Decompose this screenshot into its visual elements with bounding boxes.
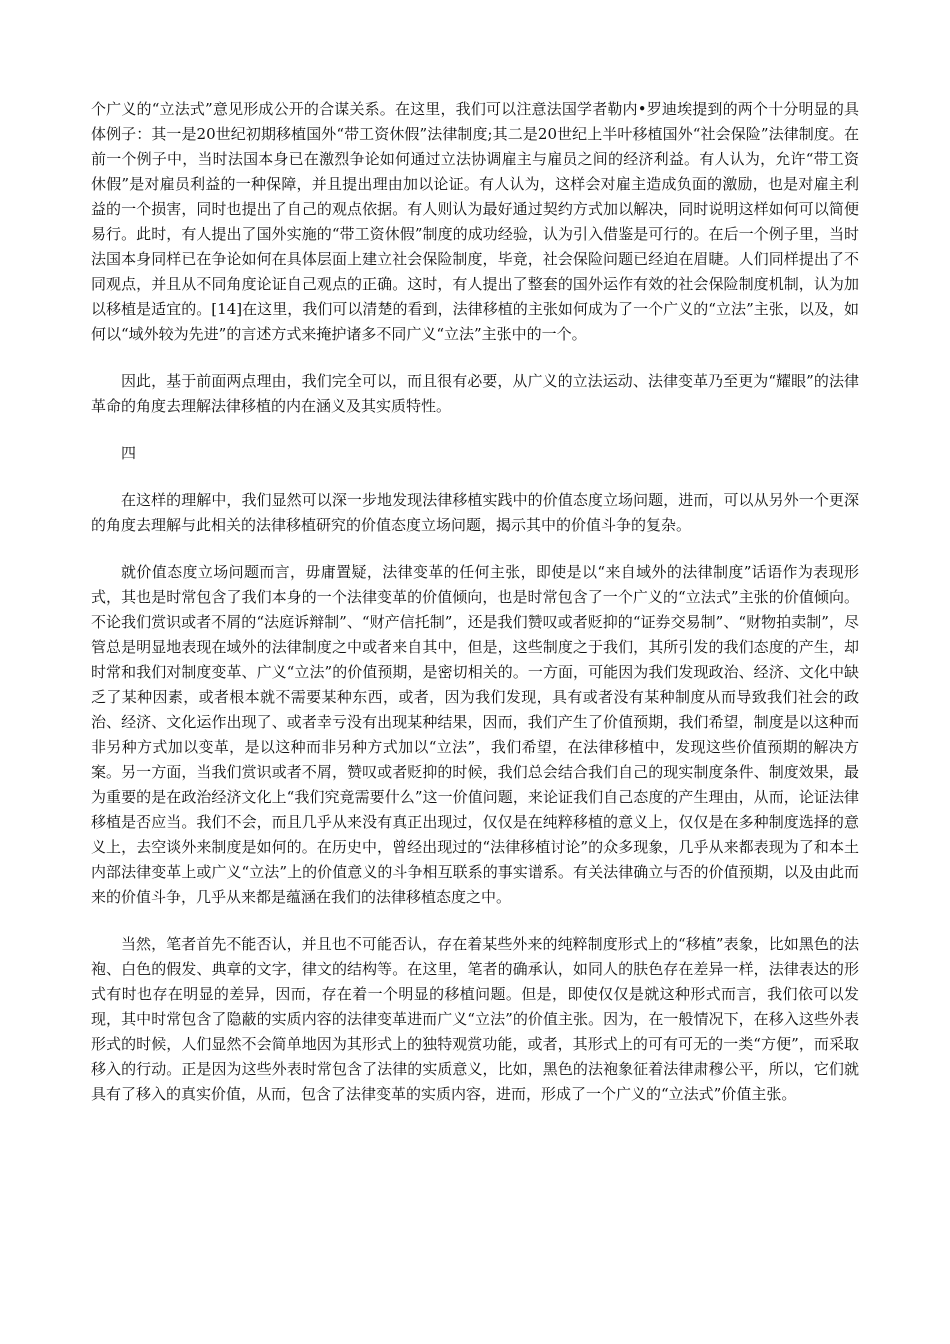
document-body xyxy=(91,97,859,1129)
paragraph: 在这样的理解中，我们显然可以深一步地发现法律移植实践中的价值态度立场问题，进而，可以从另外一个更深的角度去理解与此相关的法律移植研究的价值态度立场问题，揭示其中的价值斗争的复杂。 xyxy=(91,491,859,534)
paragraph: 因此，基于前面两点理由，我们完全可以，而且很有必要，从广义的立法运动、法律变革乃至更为“耀眼”的法律革命的角度去理解法律移植的内在涵义及其实质特性。 xyxy=(91,372,859,415)
paragraph: 当然，笔者首先不能否认，并且也不可能否认，存在着某些外来的纯粹制度形式上的“移植”表象，比如黑色的法袍、白色的假发、典章的文字，律文的结构等。在这里，笔者的确承认，如同人的肤色存在差异一样，法律表达的形式有时也存在明显的差异，因而，存在着一个明显的移植问题。但是，即使仅仅是就这种形式而言，我们依可以发现，其中时常包含了隐蔽的实质内容的法律变革进而广义“立法”的价值主张。因为，在一般情况下，在移入这些外表形式的时候，人们显然不会简单地因为其形式上的独特观赏功能，或者，其形式上的可有可无的一类“方便”，而采取移入的行动。正是因为这些外表时常包含了法律的实质意义，比如，黑色的法袍象征着法律肃穆公平，所以，它们就具有了移入的真实价值，从而，包含了法律变革的实质内容，进而，形成了一个广义的“立法式”价值主张。 xyxy=(91,935,859,1103)
paragraph: 就价值态度立场问题而言，毋庸置疑，法律变革的任何主张，即使是以“来自域外的法律制度”话语作为表现形式，其也是时常包含了我们本身的一个法律变革的价值倾向，也是时常包含了一个广义的“立法式”主张的价值倾向。不论我们赏识或者不屑的“法庭诉辩制”、“财产信托制”，还是我们赞叹或者贬抑的“证券交易制”、“财物拍卖制”，尽管总是明显地表现在域外的法律制度之中或者来自其中，但是，这些制度之于我们，其所引发的我们态度的产生，却时常和我们对制度变革、广义“立法”的价值预期，是密切相关的。一方面，可能因为我们发现政治、经济、文化中缺乏了某种因素，或者根本就不需要某种东西，或者，因为我们发现，具有或者没有某种制度从而导致我们社会的政治、经济、文化运作出现了、或者幸亏没有出现某种结果，因而，我们产生了价值预期，我们希望，制度是以这种而非另种方式加以变革，是以这种而非另种方式加以“立法”，我们希望，在法律移植中，发现这些价值预期的解决方案。另一方面，当我们赏识或者不屑，赞叹或者贬抑的时候，我们总会结合我们自己的现实制度条件、制度效果，最为重要的是在政治经济文化上“我们究竟需要什么”这一价值问题，来论证我们自己态度的产生理由，从而，论证法律移植是否应当。我们不会，而且几乎从来没有真正出现过，仅仅是在纯粹移植的意义上，仅仅是在多种制度选择的意义上，去空谈外来制度是如何的。在历史中，曾经出现过的“法律移植讨论”的众多现象，几乎从来都表现为了和本土内部法律变革上或广义“立法”上的价值意义的斗争相互联系的事实谱系。有关法律确立与否的价值预期，以及由此而来的价值斗争，几乎从来都是蕴涵在我们的法律移植态度之中。 xyxy=(91,563,859,906)
section-number: 四 xyxy=(121,444,137,462)
paragraph-continued: 个广义的“立法式”意见形成公开的合谋关系。在这里，我们可以注意法国学者勒内•罗迪埃提到的两个十分明显的具体例子：其一是20世纪初期移植国外“带工资休假”法律制度;其二是20世纪上半叶移植国外“社会保险”法律制度。在前一个例子中，当时法国本身已在激烈争论如何通过立法协调雇主与雇员之间的经济利益。有人认为，允许“带工资休假”是对雇员利益的一种保障，并且提出理由加以论证。有人认为，这样会对雇主造成负面的激励，也是对雇主利益的一个损害，同时也提出了自己的观点依据。有人则认为最好通过契约方式加以解决，同时说明这样如何可以简便易行。此时，有人提出了国外实施的“带工资休假”制度的成功经验，认为引入借鉴是可行的。在后一个例子里，当时法国本身同样已在争论如何在具体层面上建立社会保险制度，毕竟，社会保险问题已经迫在眉睫。人们同样提出了不同观点，并且从不同角度论证自己观点的正确。这时，有人提出了整套的国外运作有效的社会保险制度机制，认为加以移植是适宜的。[14]在这里，我们可以清楚的看到，法律移植的主张如何成为了一个广义的“立法”主张，以及，如何以“域外较为先进”的言述方式来掩护诸多不同广义“立法”主张中的一个。 xyxy=(91,100,859,343)
